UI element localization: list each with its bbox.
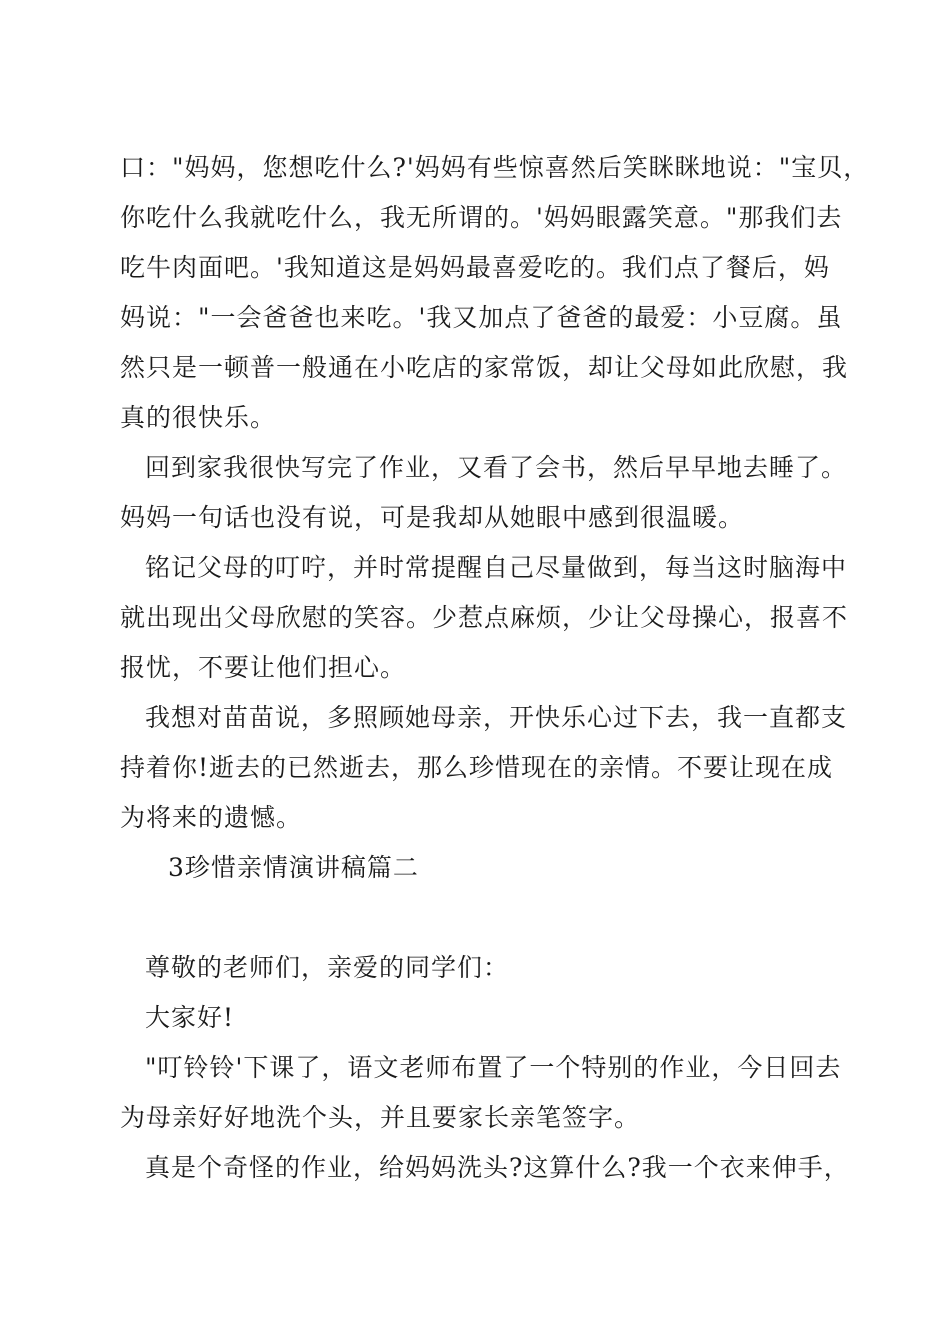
text-line: 吃牛肉面吧。'我知道这是妈妈最喜爱吃的。我们点了餐后，妈 <box>120 253 830 282</box>
text-line: 口："妈妈，您想吃什么?'妈妈有些惊喜然后笑眯眯地说："宝贝， <box>120 153 870 182</box>
paragraph-start-line: "叮铃铃'下课了，语文老师布置了一个特别的作业，今日回去 <box>145 1053 842 1082</box>
text-line: 然只是一顿普一般通在小吃店的家常饭，却让父母如此欣慰，我 <box>120 353 849 382</box>
text-line: 就出现出父母欣慰的笑容。少惹点麻烦，少让父母操心，报喜不 <box>120 603 849 632</box>
text-line: 报忧，不要让他们担心。 <box>120 653 407 682</box>
text-line: 为将来的遗憾。 <box>120 803 303 832</box>
paragraph-start-line: 铭记父母的叮咛，并时常提醒自己尽量做到，每当这时脑海中 <box>145 553 848 582</box>
text-line: 妈说："一会爸爸也来吃。'我又加点了爸爸的最爱：小豆腐。虽 <box>120 303 843 332</box>
text-line: 妈妈一句话也没有说，可是我却从她眼中感到很温暖。 <box>120 503 745 532</box>
paragraph-start-line: 回到家我很快写完了作业，又看了会书，然后早早地去睡了。 <box>145 453 848 482</box>
text-line: 为母亲好好地洗个头，并且要家长亲笔签字。 <box>120 1103 641 1132</box>
paragraph-start-line: 真是个奇怪的作业，给妈妈洗头?这算什么?我一个衣来伸手， <box>145 1153 850 1182</box>
text-line: 真的很快乐。 <box>120 403 277 432</box>
salutation-line: 尊敬的老师们，亲爱的同学们： <box>145 953 510 982</box>
text-line: 持着你!逝去的已然逝去，那么珍惜现在的亲情。不要让现在成 <box>120 753 834 782</box>
text-line: 你吃什么我就吃什么，我无所谓的。'妈妈眼露笑意。"那我们去 <box>120 203 843 232</box>
paragraph-start-line: 我想对苗苗说，多照顾她母亲，开快乐心过下去，我一直都支 <box>145 703 848 732</box>
greeting-line: 大家好! <box>145 1003 235 1032</box>
section-heading: 3珍惜亲情演讲稿篇二 <box>168 853 419 882</box>
